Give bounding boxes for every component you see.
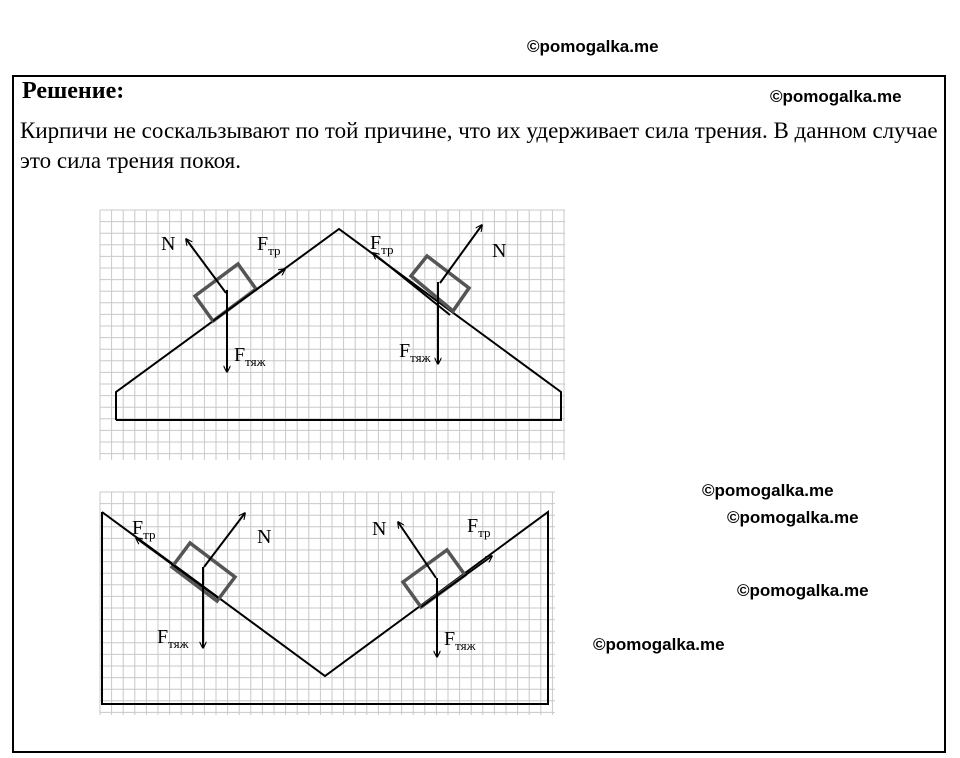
friction-sub: тр: [478, 525, 491, 540]
gravity-sub: тяж: [410, 350, 431, 365]
friction-arrow: [136, 538, 218, 598]
normal-label: N: [372, 518, 387, 540]
watermark: ©pomogalka.me: [737, 581, 869, 600]
friction-label: [132, 517, 155, 542]
normal-label: N: [161, 233, 176, 255]
normal-arrow: [186, 239, 226, 293]
force-letter: F: [399, 340, 411, 362]
watermark: ©pomogalka.me: [770, 87, 902, 106]
gravity-sub: тяж: [245, 354, 266, 369]
force-letter: F: [444, 628, 456, 650]
gravity-label: [157, 626, 190, 651]
watermark: ©pomogalka.me: [727, 508, 859, 527]
friction-sub: тр: [268, 243, 281, 258]
friction-sub: тр: [143, 527, 156, 542]
friction-label: [467, 515, 490, 540]
force-letter: F: [370, 232, 382, 254]
normal-label: N: [492, 240, 507, 262]
force-letter: F: [257, 233, 269, 255]
gravity-sub: тяж: [168, 636, 189, 651]
gravity-label: [399, 340, 432, 365]
force-letter: F: [157, 626, 169, 648]
force-letter: F: [467, 515, 479, 537]
friction-sub: тр: [381, 242, 394, 257]
force-letter: F: [132, 517, 144, 539]
solution-text: Кирпичи не соскальзывают по той причине, что их удерживает сила трения. В данном случае это сила трения покоя.: [20, 118, 938, 173]
normal-label: N: [257, 526, 272, 548]
force-letter: F: [234, 344, 246, 366]
friction-label: [257, 233, 280, 258]
solution-heading: Решение:: [22, 78, 125, 104]
watermark: ©pomogalka.me: [527, 37, 659, 56]
gravity-label: [444, 628, 477, 653]
gravity-sub: тяж: [455, 638, 476, 653]
watermark: ©pomogalka.me: [702, 481, 834, 500]
watermark: ©pomogalka.me: [593, 635, 725, 654]
